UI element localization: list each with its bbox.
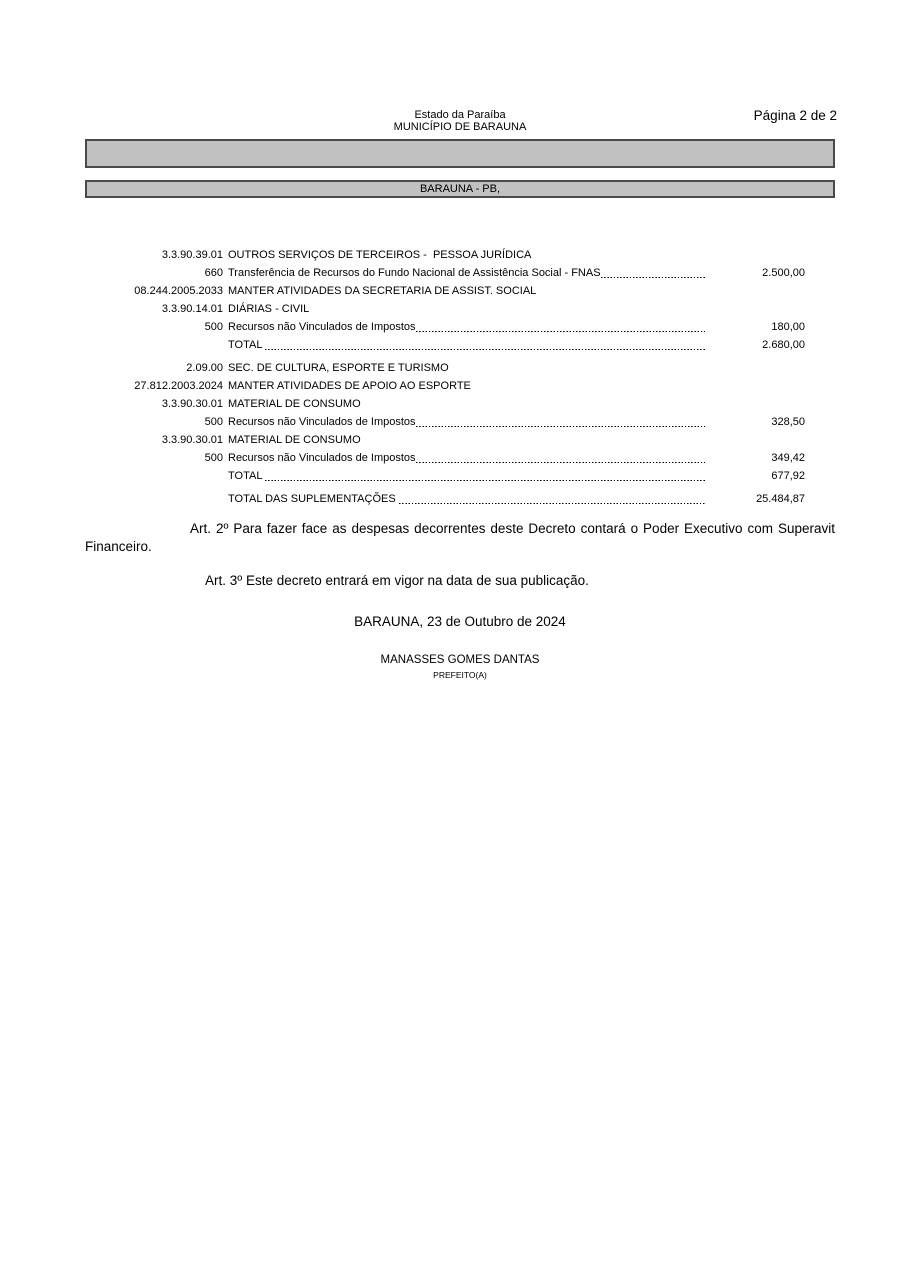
signature-name: MANASSES GOMES DANTAS xyxy=(380,654,540,666)
row-value: 349,42 xyxy=(771,452,805,464)
row-code: 500 xyxy=(204,416,223,428)
row-description: MANTER ATIVIDADES DE APOIO AO ESPORTE xyxy=(228,380,471,392)
row-description: MATERIAL DE CONSUMO xyxy=(228,434,361,446)
dot-leader xyxy=(601,264,705,282)
row-code: 3.3.90.30.01 xyxy=(161,434,223,446)
table-row xyxy=(85,490,805,508)
row-description: TOTAL xyxy=(228,470,266,482)
table-row xyxy=(85,282,805,300)
row-code: 27.812.2003.2024 xyxy=(134,380,223,392)
row-code: 2.09.00 xyxy=(186,362,223,374)
signature-role: PREFEITO(A) xyxy=(433,670,487,680)
dot-leader xyxy=(399,490,705,508)
row-code xyxy=(85,490,223,508)
dot-leader xyxy=(416,413,705,431)
budget-table xyxy=(85,246,805,508)
top-banner xyxy=(85,139,835,168)
row-description: MANTER ATIVIDADES DA SECRETARIA DE ASSIST. SOCIAL xyxy=(228,285,537,297)
row-description: OUTROS SERVIÇOS DE TERCEIROS - PESSOA JURÍDICA xyxy=(228,249,532,261)
row-code: 660 xyxy=(204,267,223,279)
row-code xyxy=(85,467,223,485)
page-indicator: Página 2 de 2 xyxy=(753,108,837,123)
row-code: 500 xyxy=(204,321,223,333)
row-description: DIÁRIAS - CIVIL xyxy=(228,303,310,315)
dot-leader xyxy=(416,449,705,467)
row-code: 3.3.90.39.01 xyxy=(161,249,223,261)
dot-leader xyxy=(416,318,705,336)
location-banner-label: BARAUNA - PB, xyxy=(419,183,501,195)
row-description: TOTAL xyxy=(228,339,266,351)
dot-leader xyxy=(265,467,705,485)
table-row xyxy=(85,300,805,318)
row-description: Recursos não Vinculados de Impostos xyxy=(228,452,416,464)
article-3-paragraph: Art. 3º Este decreto entrará em vigor na data de sua publicação. xyxy=(205,572,589,588)
row-value: 677,92 xyxy=(771,470,805,482)
dot-leader xyxy=(265,336,705,354)
row-value: 25.484,87 xyxy=(756,493,805,505)
row-code xyxy=(85,336,223,354)
row-description: TOTAL DAS SUPLEMENTAÇÕES xyxy=(228,493,399,505)
article-2-paragraph: Art. 2º Para fazer face as despesas decorrentes deste Decreto contará o Poder Executivo com Superavit Financeiro. xyxy=(85,521,835,554)
table-row xyxy=(85,449,805,467)
row-value: 180,00 xyxy=(771,321,805,333)
table-row xyxy=(85,467,805,485)
row-code: 500 xyxy=(204,452,223,464)
row-description: SEC. DE CULTURA, ESPORTE E TURISMO xyxy=(228,362,449,374)
table-row xyxy=(85,359,805,377)
row-description: MATERIAL DE CONSUMO xyxy=(228,398,361,410)
row-description: Recursos não Vinculados de Impostos xyxy=(228,321,416,333)
header-state: Estado da Paraíba xyxy=(414,109,506,121)
row-value: 2.500,00 xyxy=(762,267,805,279)
row-value: 2.680,00 xyxy=(762,339,805,351)
row-description: Transferência de Recursos do Fundo Nacional de Assistência Social - FNAS xyxy=(228,267,601,279)
table-row xyxy=(85,377,805,395)
row-code: 3.3.90.30.01 xyxy=(161,398,223,410)
table-row xyxy=(85,318,805,336)
table-row xyxy=(85,413,805,431)
table-row xyxy=(85,395,805,413)
table-row xyxy=(85,264,805,282)
table-row xyxy=(85,431,805,449)
row-value: 328,50 xyxy=(771,416,805,428)
dateline: BARAUNA, 23 de Outubro de 2024 xyxy=(354,614,566,629)
decree-articles xyxy=(85,520,835,589)
table-row xyxy=(85,246,805,264)
location-banner xyxy=(85,180,835,198)
row-code: 3.3.90.14.01 xyxy=(161,303,223,315)
header-municipality: MUNICÍPIO DE BARAUNA xyxy=(393,121,527,133)
row-description: Recursos não Vinculados de Impostos xyxy=(228,416,416,428)
row-code: 08.244.2005.2033 xyxy=(134,285,223,297)
table-row xyxy=(85,336,805,354)
